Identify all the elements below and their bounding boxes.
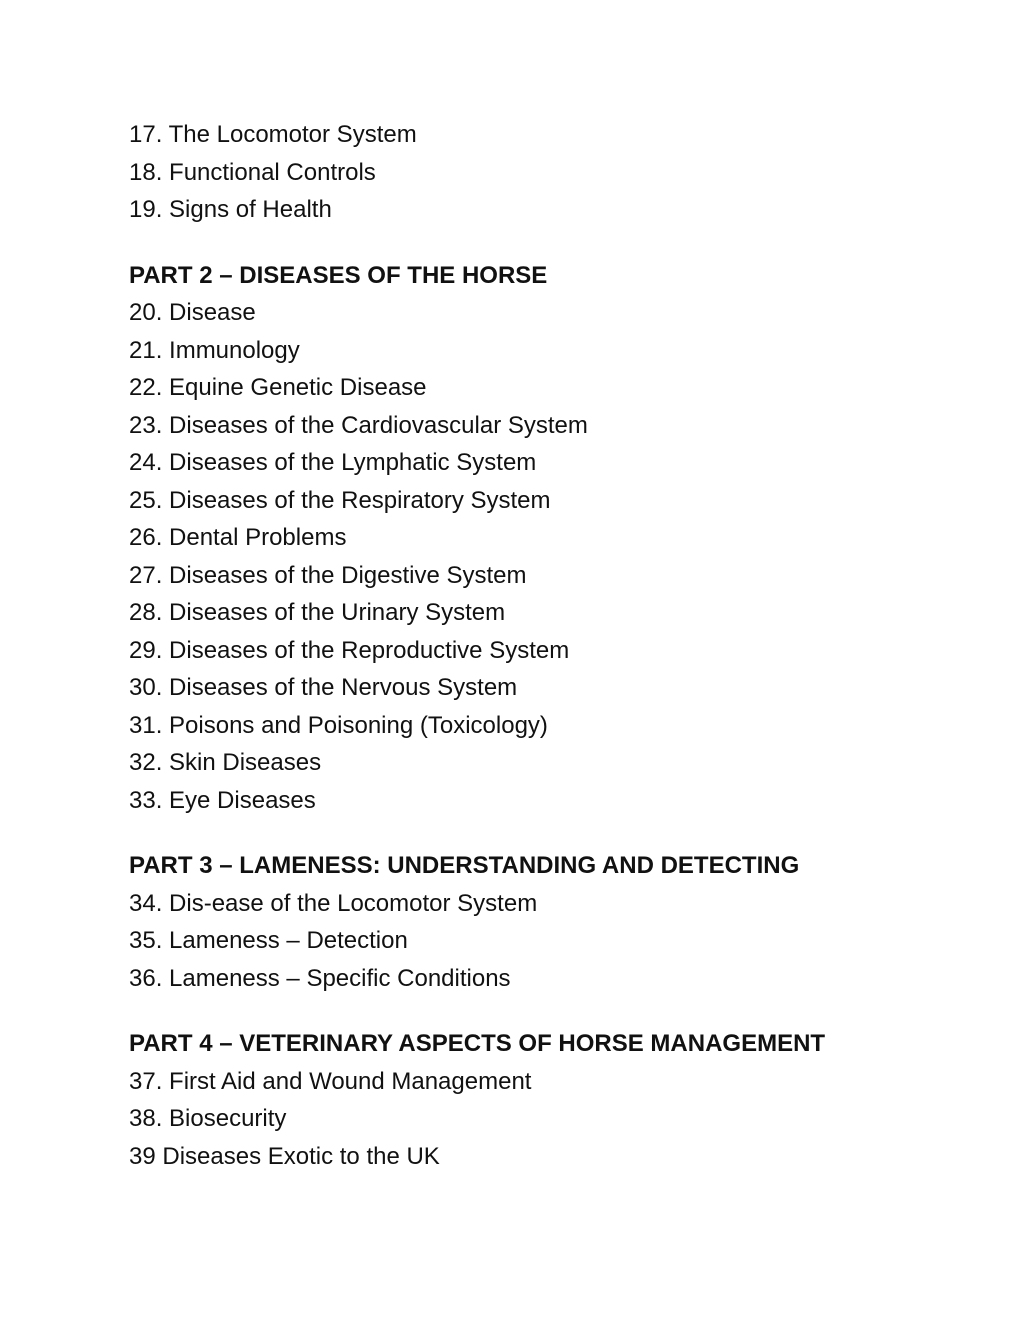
- toc-item: 31. Poisons and Poisoning (Toxicology): [129, 711, 548, 739]
- toc-list: [129, 294, 989, 819]
- toc-item: 30. Diseases of the Nervous System: [129, 674, 518, 701]
- toc-item: 36. Lameness – Specific Conditions: [129, 964, 511, 992]
- toc-section-part-4: [129, 1025, 989, 1175]
- toc-item: 33. Eye Diseases: [129, 786, 316, 814]
- toc-item: 27. Diseases of the Digestive System: [129, 561, 527, 589]
- toc-item: 35. Lameness – Detection: [129, 927, 408, 954]
- toc-item: 38. Biosecurity: [129, 1105, 287, 1132]
- toc-item: 32. Skin Diseases: [129, 749, 322, 776]
- toc-item: 26. Dental Problems: [129, 524, 347, 551]
- toc-list: [129, 1063, 989, 1176]
- part-heading: PART 2 – DISEASES OF THE HORSE: [129, 261, 548, 289]
- toc-list: [129, 116, 989, 229]
- toc-item: 37. First Aid and Wound Management: [129, 1067, 532, 1095]
- toc-item: 29. Diseases of the Reproductive System: [129, 636, 570, 664]
- toc-item: 28. Diseases of the Urinary System: [129, 599, 506, 626]
- toc-list: [129, 885, 989, 998]
- part-heading: PART 3 – LAMENESS: UNDERSTANDING AND DETECTING: [129, 852, 800, 879]
- toc-item: 22. Equine Genetic Disease: [129, 374, 427, 401]
- toc-item: 25. Diseases of the Respiratory System: [129, 486, 551, 514]
- toc-item: 21. Immunology: [129, 336, 300, 364]
- toc-section-part-2: [129, 257, 989, 820]
- toc-item: 24. Diseases of the Lymphatic System: [129, 449, 537, 476]
- toc-item: 39 Diseases Exotic to the UK: [129, 1142, 440, 1170]
- toc-section-part-1-continued: [129, 116, 989, 229]
- toc-item: 20. Disease: [129, 299, 256, 326]
- toc-item: 34. Dis-ease of the Locomotor System: [129, 889, 538, 917]
- table-of-contents: [129, 116, 989, 1175]
- toc-item: 19. Signs of Health: [129, 196, 332, 223]
- toc-item: 17. The Locomotor System: [129, 121, 417, 148]
- toc-item: 23. Diseases of the Cardiovascular System: [129, 411, 588, 439]
- part-heading: PART 4 – VETERINARY ASPECTS OF HORSE MANAGEMENT: [129, 1030, 826, 1057]
- toc-section-part-3: [129, 847, 989, 997]
- toc-item: 18. Functional Controls: [129, 158, 376, 186]
